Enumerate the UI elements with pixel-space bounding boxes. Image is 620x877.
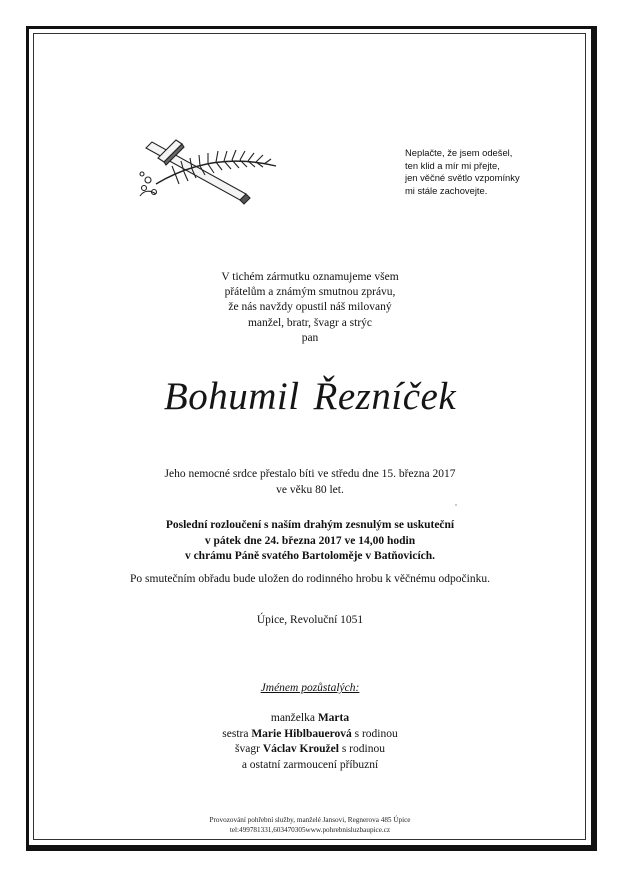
family-address: Úpice, Revoluční 1051 bbox=[256, 614, 364, 626]
announcement-line: že nás navždy opustil náš milovaný bbox=[228, 301, 392, 314]
death-notice-line: ve věku 80 let. bbox=[276, 483, 344, 496]
deceased-first-name: Bohumil bbox=[163, 375, 300, 418]
deceased-last-name: Řezníček bbox=[313, 375, 457, 418]
family-list bbox=[0, 711, 620, 773]
poem-line: ten klid a mír mi přejte, bbox=[405, 159, 500, 171]
deceased-name bbox=[0, 374, 620, 419]
farewell-line: v pátek dne 24. března 2017 ve 14,00 hodin bbox=[204, 534, 416, 547]
announcement-line: pan bbox=[301, 331, 319, 344]
death-notice bbox=[0, 467, 620, 498]
burial-notice: Po smutečním obřadu bude uložen do rodinného hrobu k věčnému odpočinku. bbox=[130, 573, 490, 585]
poem-line: Neplačte, že jsem odešel, bbox=[405, 147, 513, 158]
speck bbox=[455, 504, 457, 506]
family-others: a ostatní zarmoucení příbuzní bbox=[241, 758, 379, 771]
family-member-brother-in-law: švagr Václav Kroužel s rodinou bbox=[235, 743, 385, 755]
farewell-line: v chrámu Páně svatého Bartoloměje v Batňovicích. bbox=[184, 550, 436, 562]
announcement bbox=[0, 270, 620, 346]
poem-line: jen věčné světlo vzpomínky bbox=[405, 172, 520, 183]
poem-line: mi stále zachovejte. bbox=[405, 184, 488, 196]
announcement-line: manžel, bratr, švagr a strýc bbox=[247, 316, 373, 329]
farewell-notice bbox=[0, 518, 620, 565]
on-behalf-heading: Jménem pozůstalých: bbox=[260, 682, 360, 694]
funeral-service-footer bbox=[0, 815, 620, 835]
farewell-line: Poslední rozloučení s naším drahým zesnulým se uskuteční bbox=[165, 519, 455, 531]
announcement-line: přátelům a známým smutnou zprávu, bbox=[224, 286, 396, 299]
cross-with-palm-branch-icon bbox=[136, 136, 284, 206]
announcement-line: V tichém zármutku oznamujeme všem bbox=[221, 271, 399, 283]
footer-line: tel:499781331,603470305www.pohrebnisluzbaupice.cz bbox=[229, 826, 391, 834]
footer-line: Provozování pohřební služby, manželé Jansovi, Regnerova 485 Úpice bbox=[209, 816, 411, 824]
family-member-sister: sestra Marie Hiblbauerová s rodinou bbox=[222, 727, 398, 740]
memorial-poem bbox=[405, 147, 565, 197]
death-notice-line: Jeho nemocné srdce přestalo bíti ve středu dne 15. března 2017 bbox=[164, 468, 456, 480]
family-member-wife: manželka Marta bbox=[270, 712, 350, 724]
